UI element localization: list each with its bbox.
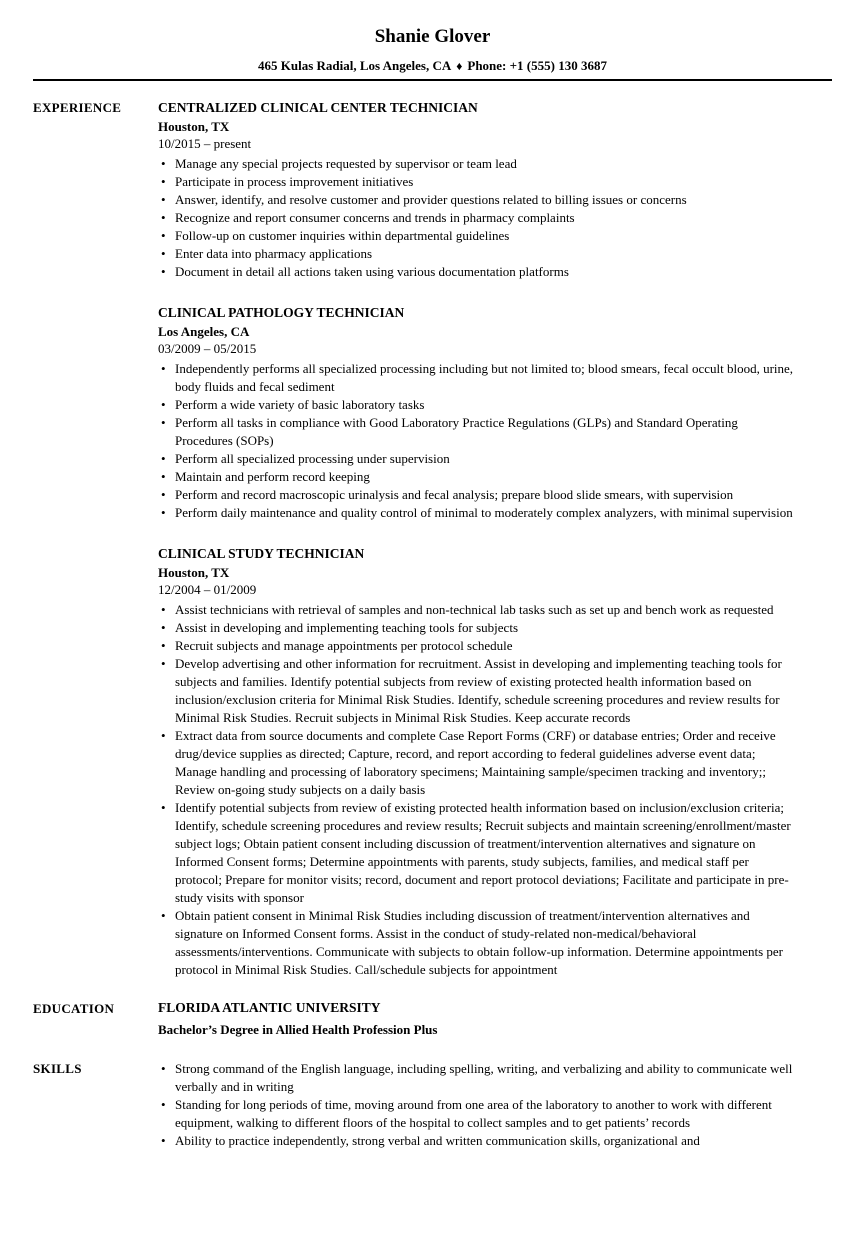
education-content bbox=[158, 999, 832, 1039]
section-label-education: EDUCATION bbox=[33, 1001, 115, 1016]
bullet-item: • Follow-up on customer inquiries within departmental guidelines bbox=[158, 227, 795, 245]
bullet-item: • Assist technicians with retrieval of samples and non-technical lab tasks such as set up and bench work as requested bbox=[158, 601, 795, 619]
job-title: CLINICAL STUDY TECHNICIAN bbox=[158, 546, 365, 561]
job-title: CLINICAL PATHOLOGY TECHNICIAN bbox=[158, 305, 405, 320]
section-label-skills: SKILLS bbox=[33, 1061, 82, 1076]
job-dates: 12/2004 – 01/2009 bbox=[158, 582, 257, 597]
bullet-item: • Strong command of the English language, including spelling, writing, and verbalizing and ability to communicate well verbally and in writing bbox=[158, 1060, 795, 1096]
contact-line bbox=[33, 58, 832, 74]
address-text: 465 Kulas Radial, Los Angeles, CA bbox=[258, 58, 452, 73]
bullet-item: • Obtain patient consent in Minimal Risk Studies including discussion of treatment/intervention alternatives and signature on Informed Consent forms. Assist in the conduct of study-related non-medical/behavioral assessments/interventions. Communicate with subjects to obtain follow-up information. Determine appointments per protocol in Minimal Risk Studies. Call/schedule subjects for appointment bbox=[158, 907, 795, 979]
skills-bullet-list bbox=[158, 1060, 795, 1150]
job-dates: 10/2015 – present bbox=[158, 136, 252, 151]
bullet-item: • Extract data from source documents and complete Case Report Forms (CRF) or database entries; Order and receive drug/device supplies as directed; Capture, record, and report according to federal guidelines adverse event data; Manage handling and processing of laboratory specimens; Maintaining sample/specimen tracking and inventory;; Review on-going study subjects on a daily basis bbox=[158, 727, 795, 799]
skills-section bbox=[33, 1059, 832, 1150]
education-degree: Bachelor’s Degree in Allied Health Profession Plus bbox=[158, 1022, 438, 1037]
experience-content bbox=[158, 98, 832, 979]
person-name: Shanie Glover bbox=[374, 26, 491, 47]
bullet-item: • Develop advertising and other information for recruitment. Assist in developing and implementing teaching tools for subjects and families. Identify potential subjects from review of existing protected health information based on inclusion/exclusion criteria for Minimal Risk Studies. Identify, schedule screening procedures and review results for Minimal Risk Studies. Recruit subjects in Minimal Risk Studies. Keep accurate records bbox=[158, 655, 795, 727]
job-bullet-list bbox=[158, 360, 795, 522]
job-dates: 03/2009 – 05/2015 bbox=[158, 341, 257, 356]
diamond-separator-icon: ♦ bbox=[456, 59, 463, 73]
bullet-item: • Manage any special projects requested by supervisor or team lead bbox=[158, 155, 795, 173]
bullet-item: • Standing for long periods of time, moving around from one area of the laboratory to another to work with different equipment, walking to different floors of the hospital to collect samples and to get patients’ records bbox=[158, 1096, 795, 1132]
bullet-item: • Document in detail all actions taken using various documentation platforms bbox=[158, 263, 795, 281]
bullet-item: • Recruit subjects and manage appointments per protocol schedule bbox=[158, 637, 795, 655]
bullet-item: • Perform all specialized processing under supervision bbox=[158, 450, 795, 468]
bullet-item: • Perform all tasks in compliance with Good Laboratory Practice Regulations (GLPs) and Standard Operating Procedures (SOPs) bbox=[158, 414, 795, 450]
bullet-item: • Enter data into pharmacy applications bbox=[158, 245, 795, 263]
section-label-experience: EXPERIENCE bbox=[33, 100, 122, 115]
job-entry-2 bbox=[158, 303, 795, 522]
bullet-item: • Answer, identify, and resolve customer and provider questions related to billing issues or concerns bbox=[158, 191, 795, 209]
bullet-item: • Independently performs all specialized processing including but not limited to; blood smears, fecal occult blood, urine, body fluids and fecal sediment bbox=[158, 360, 795, 396]
job-entry-1 bbox=[158, 98, 795, 281]
resume-header bbox=[33, 26, 832, 81]
job-entry-3 bbox=[158, 544, 795, 979]
job-location: Houston, TX bbox=[158, 565, 230, 580]
education-section bbox=[33, 999, 832, 1039]
bullet-item: • Identify potential subjects from review of existing protected health information based on inclusion/exclusion criteria; Identify, schedule screening procedures and review results; Recruit subjects and maintain screening/enrollment/master subject logs; Obtain patient consent including discussion of treatment/intervention alternatives and signature on Informed Consent forms; Determine appointments with parents, study subjects, families, and medical staff per protocol; Prepare for monitor visits; record, document and report protocol deviations; Facilitate and participate in pre-study visits with sponsor bbox=[158, 799, 795, 907]
bullet-item: • Assist in developing and implementing teaching tools for subjects bbox=[158, 619, 795, 637]
education-school: FLORIDA ATLANTIC UNIVERSITY bbox=[158, 1000, 381, 1015]
skills-content bbox=[158, 1059, 832, 1150]
bullet-item: • Perform a wide variety of basic laboratory tasks bbox=[158, 396, 795, 414]
bullet-item: • Participate in process improvement initiatives bbox=[158, 173, 795, 191]
bullet-item: • Perform and record macroscopic urinalysis and fecal analysis; prepare blood slide smears, with supervision bbox=[158, 486, 795, 504]
job-location: Houston, TX bbox=[158, 119, 230, 134]
job-title: CENTRALIZED CLINICAL CENTER TECHNICIAN bbox=[158, 100, 478, 115]
job-location: Los Angeles, CA bbox=[158, 324, 250, 339]
bullet-item: • Perform daily maintenance and quality control of minimal to moderately complex analyzers, with minimal supervision bbox=[158, 504, 795, 522]
bullet-item: • Maintain and perform record keeping bbox=[158, 468, 795, 486]
job-bullet-list bbox=[158, 601, 795, 979]
job-bullet-list bbox=[158, 155, 795, 281]
bullet-item: • Recognize and report consumer concerns and trends in pharmacy complaints bbox=[158, 209, 795, 227]
resume-body bbox=[33, 98, 832, 1150]
bullet-item: • Ability to practice independently, strong verbal and written communication skills, organizational and bbox=[158, 1132, 795, 1150]
phone-text: Phone: +1 (555) 130 3687 bbox=[467, 58, 607, 73]
header-divider bbox=[33, 79, 832, 81]
experience-section bbox=[33, 98, 832, 979]
